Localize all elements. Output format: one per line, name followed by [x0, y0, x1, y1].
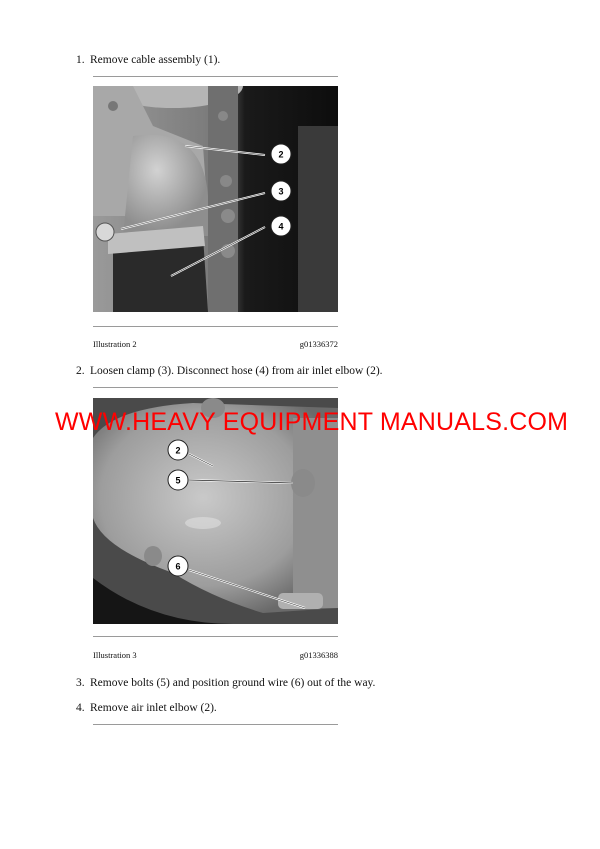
- illustration-2-image: [93, 86, 338, 312]
- step-number: 2.: [76, 365, 85, 377]
- callout-6: [168, 556, 188, 576]
- illustration-label: Illustration 2: [93, 339, 137, 349]
- step-text: Remove bolts (5) and position ground wire (6) out of the way.: [90, 677, 376, 689]
- step-1: [76, 54, 220, 66]
- step-number: 4.: [76, 702, 85, 714]
- step-number: 1.: [76, 54, 85, 66]
- callout-4: [271, 216, 291, 236]
- callout-2: [271, 144, 291, 164]
- svg-text:5: 5: [175, 475, 181, 486]
- step-3: [76, 677, 375, 689]
- illustration-id: g01336388: [299, 650, 338, 660]
- step-text: Remove cable assembly (1).: [90, 54, 221, 66]
- svg-text:6: 6: [175, 561, 181, 572]
- divider: [93, 326, 338, 327]
- callout-5: [168, 470, 188, 490]
- divider: [93, 724, 338, 725]
- step-text: Loosen clamp (3). Disconnect hose (4) from air inlet elbow (2).: [90, 365, 383, 377]
- step-text: Remove air inlet elbow (2).: [90, 702, 217, 714]
- divider: [93, 387, 338, 388]
- svg-text:2: 2: [175, 445, 181, 456]
- illustration-2-caption: [93, 339, 338, 349]
- watermark: WWW.HEAVY EQUIPMENT MANUALS.COM: [55, 408, 569, 436]
- svg-text:2: 2: [278, 149, 284, 160]
- step-4: [76, 702, 217, 714]
- divider: [93, 76, 338, 77]
- svg-text:3: 3: [278, 186, 284, 197]
- step-number: 3.: [76, 677, 85, 689]
- callout-2: [168, 440, 188, 460]
- callout-3: [271, 181, 291, 201]
- illustration-label: Illustration 3: [93, 650, 137, 660]
- divider: [93, 636, 338, 637]
- step-2: [76, 365, 383, 377]
- illustration-id: g01336372: [299, 339, 338, 349]
- illustration-3-caption: [93, 650, 338, 660]
- svg-text:4: 4: [278, 221, 284, 232]
